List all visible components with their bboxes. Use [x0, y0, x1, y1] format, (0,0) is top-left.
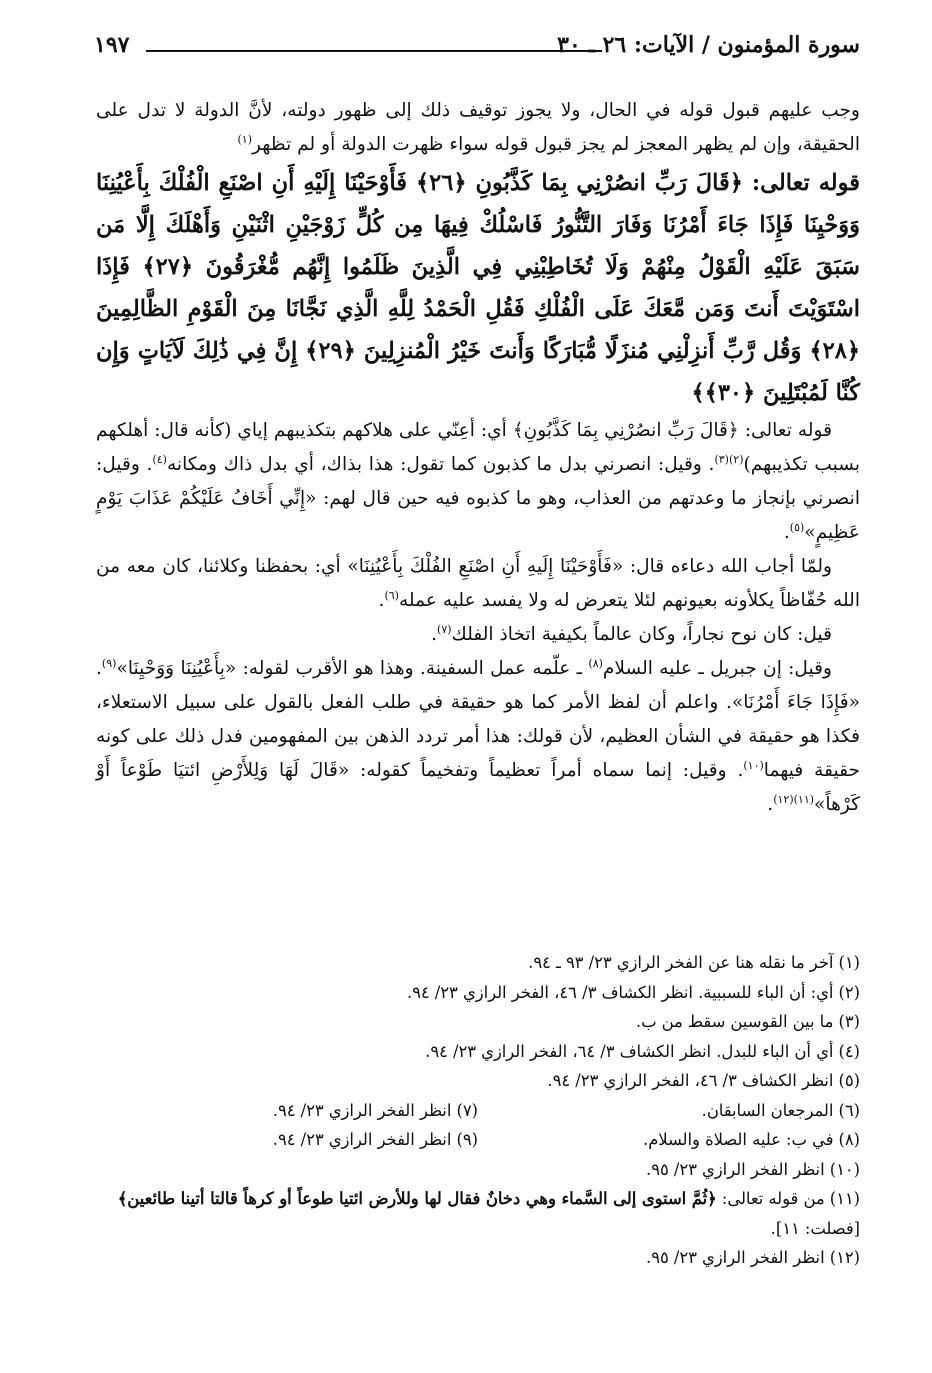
footnote-5: (٥) انظر الكشاف ٣/ ٤٦، الفخر الرازي ٢٣/ ٩٤.	[547, 1071, 860, 1090]
footnote-10: (١٠) انظر الفخر الرازي ٢٣/ ٩٥.	[646, 1159, 860, 1179]
footnote-ref: (١١)(١٢)	[773, 792, 815, 806]
paragraph-1: وجب عليهم قبول قوله في الحال، ولا يجوز توقيف ذلك إلى ظهور دولته، لأنَّ الدولة لا تدل على الحقيقة، وإن لم يظهر المعجز لم يجز قبول قوله سواء ظهرت الدولة أو لم تظهر$^{(١)}$	[96, 100, 860, 155]
footnote-ref: (٥)	[789, 520, 805, 534]
paragraph-2: قوله تعالى: ﴿قَالَ رَبِّ انصُرْنِي بِمَا كَذَّبُونِ﴾ أي: أعِنّي على هلاكهم بتكذيبهم إياي (كأنه قال: أهلكهم بسبب تكذيبهم)$^{(٢)(٣)}$. وقيل: انصرني بدل ما كذبون كما تقول: هذا بذاك، أي بدل ذاك ومكانه$^{(٤)}$. وقيل: انصرني بإنجاز ما وعدتهم من العذاب، وهو ما كذبوه فيه حين قال لهم: «إِنِّي أَخَافُ عَلَيْكُمْ عَذَابَ يَوْمٍ عَظِيمٍ»$^{(٥)}$.	[96, 420, 860, 543]
paragraph-4: قيل: كان نوح نجاراً، وكان عالماً بكيفية اتخاذ الفلك$^{(٧)}$.	[431, 622, 832, 645]
paragraph-3: ولمّا أجاب الله دعاءه قال: «فَأَوْحَيْنَا إِلَيهِ أَنِ اصْنَعِ الفُلْكَ بِأَعْيُنِنَا» أي: بحفظنا وكلائنا، كان معه من الله حُفّاظاً يكلأونه بعيونهم لئلا يتعرض له ولا يفسد عليه عمله$^{(٦)}$.	[96, 556, 860, 611]
footnote-ref: (٩)	[101, 656, 117, 670]
footnote-3: (٣) ما بين القوسين سقط من ب.	[635, 1012, 860, 1031]
footnote-ref: (٧)	[437, 622, 452, 636]
footnote-4: (٤) أي أن الباء للبدل. انظر الكشاف ٣/ ٦٤، الفخر الرازي ٢٣/ ٩٤.	[425, 1041, 860, 1061]
main-text	[96, 94, 860, 822]
footnote-8: (٨) في ب: عليه الصلاة والسلام.	[643, 1130, 860, 1149]
footnote-1: (١) آخر ما نقله هنا عن الفخر الرازي ٢٣/ ٩٣ ـ ٩٤.	[528, 953, 860, 972]
footnote-ref: (١)	[237, 132, 253, 146]
footnote-ref: (٤)	[152, 452, 167, 466]
footnote-12: (١٢) انظر الفخر الرازي ٢٣/ ٩٥.	[646, 1248, 860, 1267]
surah-title: سورة المؤمنون / الآيات: ٢٦ ـ ٣٠	[557, 32, 860, 58]
footnote-2: (٢) أي: أن الباء للسببية. انظر الكشاف ٣/ ٤٦، الفخر الرازي ٢٣/ ٩٤.	[406, 982, 860, 1002]
running-header	[94, 24, 860, 58]
footnote-row-8-9	[96, 1125, 860, 1155]
footnotes	[96, 948, 860, 1273]
footnote-6: (٦) المرجعان السابقان.	[701, 1100, 860, 1120]
footnote-row-6-7	[96, 1096, 860, 1126]
footnote-9: (٩) انظر الفخر الرازي ٢٣/ ٩٤.	[272, 1130, 478, 1149]
quran-verses: قوله تعالى: ﴿قَالَ رَبِّ انصُرْنِي بِمَا كَذَّبُونِ ﴿٢٦﴾ فَأَوْحَيْنَا إِلَيْهِ أَنِ اصْنَعِ الْفُلْكَ بِأَعْيُنِنَا وَوَحْيِنَا فَإِذَا جَاءَ أَمْرُنَا وَفَارَ التَّنُّورُ فَاسْلُكْ فِيهَا مِن كُلٍّ زَوْجَيْنِ اثْنَيْنِ وَأَهْلَكَ إِلَّا مَن سَبَقَ عَلَيْهِ الْقَوْلُ مِنْهُمْ وَلَا تُخَاطِبْنِي فِي الَّذِينَ ظَلَمُوا إِنَّهُم مُّغْرَقُونَ ﴿٢٧﴾ فَإِذَا اسْتَوَيْتَ أَنتَ وَمَن مَّعَكَ عَلَى الْفُلْكِ فَقُلِ الْحَمْدُ لِلَّهِ الَّذِي نَجَّانَا مِنَ الْقَوْمِ الظَّالِمِينَ ﴿٢٨﴾ وَقُل رَّبِّ أَنزِلْنِي مُنزَلًا مُّبَارَكًا وَأَنتَ خَيْرُ الْمُنزِلِينَ ﴿٢٩﴾ إِنَّ فِي ذَٰلِكَ لَآيَاتٍ وَإِن كُنَّا لَمُبْتَلِينَ ﴿٣٠﴾﴾	[96, 170, 860, 406]
footnote-ref: (٢)(٣)	[714, 452, 744, 466]
footnote-11-verse: ﴿ثُمَّ استوى إلى السَّماء وهي دخانٌ فقال لها وللأرض ائتيا طوعاً أو كرهاً قالتا أتينا طائعين﴾	[117, 1189, 717, 1208]
footnote-ref: (٦)	[384, 588, 399, 602]
header-rule	[146, 50, 602, 52]
footnote-11: (١١) من قوله تعالى: ﴿ثُمَّ استوى إلى السَّماء وهي دخانٌ فقال لها وللأرض ائتيا طوعاً أو كرهاً قالتا أتينا طائعين﴾ [فصلت: ١١].	[117, 1189, 860, 1238]
footnote-ref: (١٠)	[743, 758, 764, 772]
page-number: ١٩٧	[94, 32, 130, 58]
footnote-ref: (٨)	[588, 656, 603, 670]
paragraph-5: وقيل: إن جبريل ـ عليه السلام$^{(٨)}$ ـ علّمه عمل السفينة. وهذا هو الأقرب لقوله: «بِأَعْيُنِنَا وَوَحْيِنَا»$^{(٩)}$. «فَإِذَا جَاءَ أَمْرُنَا». واعلم أن لفظ الأمر كما هو حقيقة في طلب الفعل بالقول على سبيل الاستعلاء، فكذا هو حقيقة في الشأن العظيم، لأن قولك: هذا أمر تردد الذهن بين المفهومين فدل ذلك على كونه حقيقة فيهما$^{(١٠)}$. وقيل: إنما سماه أمراً تعظيماً وتفخيماً كقوله: «قَالَ لَهَا وَلِلأَرْضِ ائتيَا طَوْعاً أَوْ كَرْهاً»$^{(١١)(١٢)}$.	[96, 656, 861, 815]
footnote-7: (٧) انظر الفخر الرازي ٢٣/ ٩٤.	[272, 1100, 478, 1120]
